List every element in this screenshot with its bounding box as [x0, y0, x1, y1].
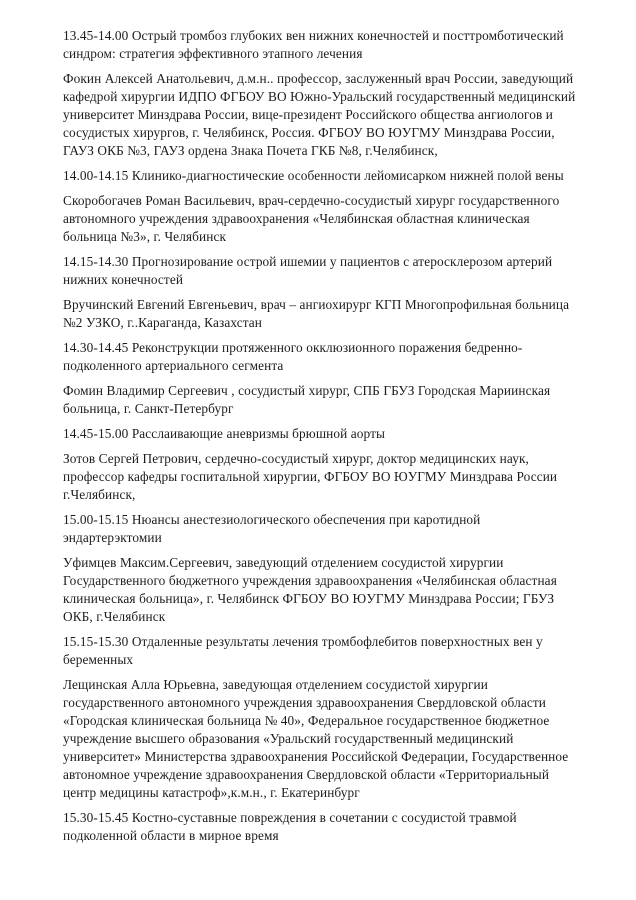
session-entry — [63, 809, 580, 845]
session-entry — [63, 167, 580, 246]
session-topic: Нюансы анестезиологического обеспечения при каротидной эндартерэктомии — [63, 512, 481, 545]
session-entry — [63, 253, 580, 332]
session-title-line — [63, 339, 580, 375]
session-topic: Острый тромбоз глубоких вен нижних конечностей и посттромботический синдром: стратегия эффективного этапного лечения — [63, 28, 564, 61]
session-speaker: Уфимцев Максим.Сергеевич, заведующий отделением сосудистой хирургии Государственного бюджетного учреждения здравоохранения «Челябинская областная клиническая больница», г. Челябинск ФГБОУ ВО ЮУГМУ Минздрава России; ГБУЗ ОКБ, г.Челябинск — [63, 555, 557, 624]
session-time: 14.00-14.15 — [63, 168, 129, 183]
session-entry — [63, 27, 580, 160]
session-speaker: Фомин Владимир Сергеевич , сосудистый хирург, СПБ ГБУЗ Городская Мариинская больница, г. Санкт-Петербург — [63, 383, 551, 416]
session-entry — [63, 339, 580, 418]
session-topic: Костно-суставные повреждения в сочетании с сосудистой травмой подколенной области в мирное время — [63, 810, 517, 843]
session-time: 14.45-15.00 — [63, 426, 129, 441]
session-topic: Клинико-диагностические особенности лейомисарком нижней полой вены — [131, 168, 564, 183]
session-title-line — [63, 633, 580, 669]
program-schedule — [63, 27, 580, 845]
session-topic: Прогнозирование острой ишемии у пациентов с атеросклерозом артерий нижних конечностей — [63, 254, 553, 287]
session-entry — [63, 633, 580, 802]
session-entry — [63, 425, 580, 504]
session-time: 14.30-14.45 — [63, 340, 129, 355]
session-time: 14.15-14.30 — [63, 254, 129, 269]
session-title-line — [63, 27, 580, 63]
session-speaker: Зотов Сергей Петрович, сердечно-сосудистый хирург, доктор медицинских наук, профессор кафедры госпитальной хирургии, ФГБОУ ВО ЮУГМУ Минздрава России г.Челябинск, — [63, 451, 558, 502]
session-speaker: Скоробогачев Роман Васильевич, врач-сердечно-сосудистый хирург государственного автономного учреждения здравоохранения «Челябинская областная клиническая больница №3», г. Челябинск — [63, 193, 560, 244]
session-time: 15.15-15.30 — [63, 634, 129, 649]
session-title-line — [63, 511, 580, 547]
session-time: 15.00-15.15 — [63, 512, 129, 527]
session-topic: Реконструкции протяженного окклюзионного поражения бедренно-подколенного артериального сегмента — [63, 340, 523, 373]
session-entry — [63, 511, 580, 626]
session-speaker: Фокин Алексей Анатольевич, д.м.н.. профессор, заслуженный врач России, заведующий кафедрой хирургии ИДПО ФГБОУ ВО Южно-Уральский государственный медицинский университет Минздрава России, вице-президент Российского общества ангиологов и сосудистых хирургов, г. Челябинск, Россия. ФГБОУ ВО ЮУГМУ Минздрава России, ГАУЗ ОКБ №3, ГАУЗ ордена Знака Почета ГКБ №8, г.Челябинск, — [63, 71, 576, 158]
session-title-line — [63, 253, 580, 289]
session-speaker: Лещинская Алла Юрьевна, заведующая отделением сосудистой хирургии государственного автономного учреждения здравоохранения Свердловской области «Городская клиническая больница № 40», Федеральное государственное бюджетное учреждение высшего образования «Уральский государственный медицинский университет» Министерства здравоохранения Российской Федерации, Государственное автономное учреждение здравоохранения Свердловской области «Территориальный центр медицины катастроф»,к.м.н., г. Екатеринбург — [63, 677, 569, 800]
session-title-line — [63, 809, 580, 845]
session-time: 15.30-15.45 — [63, 810, 129, 825]
session-topic: Отдаленные результаты лечения тромбофлебитов поверхностных вен у беременных — [63, 634, 543, 667]
session-speaker: Вручинский Евгений Евгеньевич, врач – ангиохирург КГП Многопрофильная больница №2 УЗКО, г..Караганда, Казахстан — [63, 297, 570, 330]
session-time: 13.45-14.00 — [63, 28, 129, 43]
session-topic: Расслаивающие аневризмы брюшной аорты — [131, 426, 386, 441]
session-title-line — [63, 425, 580, 443]
session-title-line — [63, 167, 580, 185]
